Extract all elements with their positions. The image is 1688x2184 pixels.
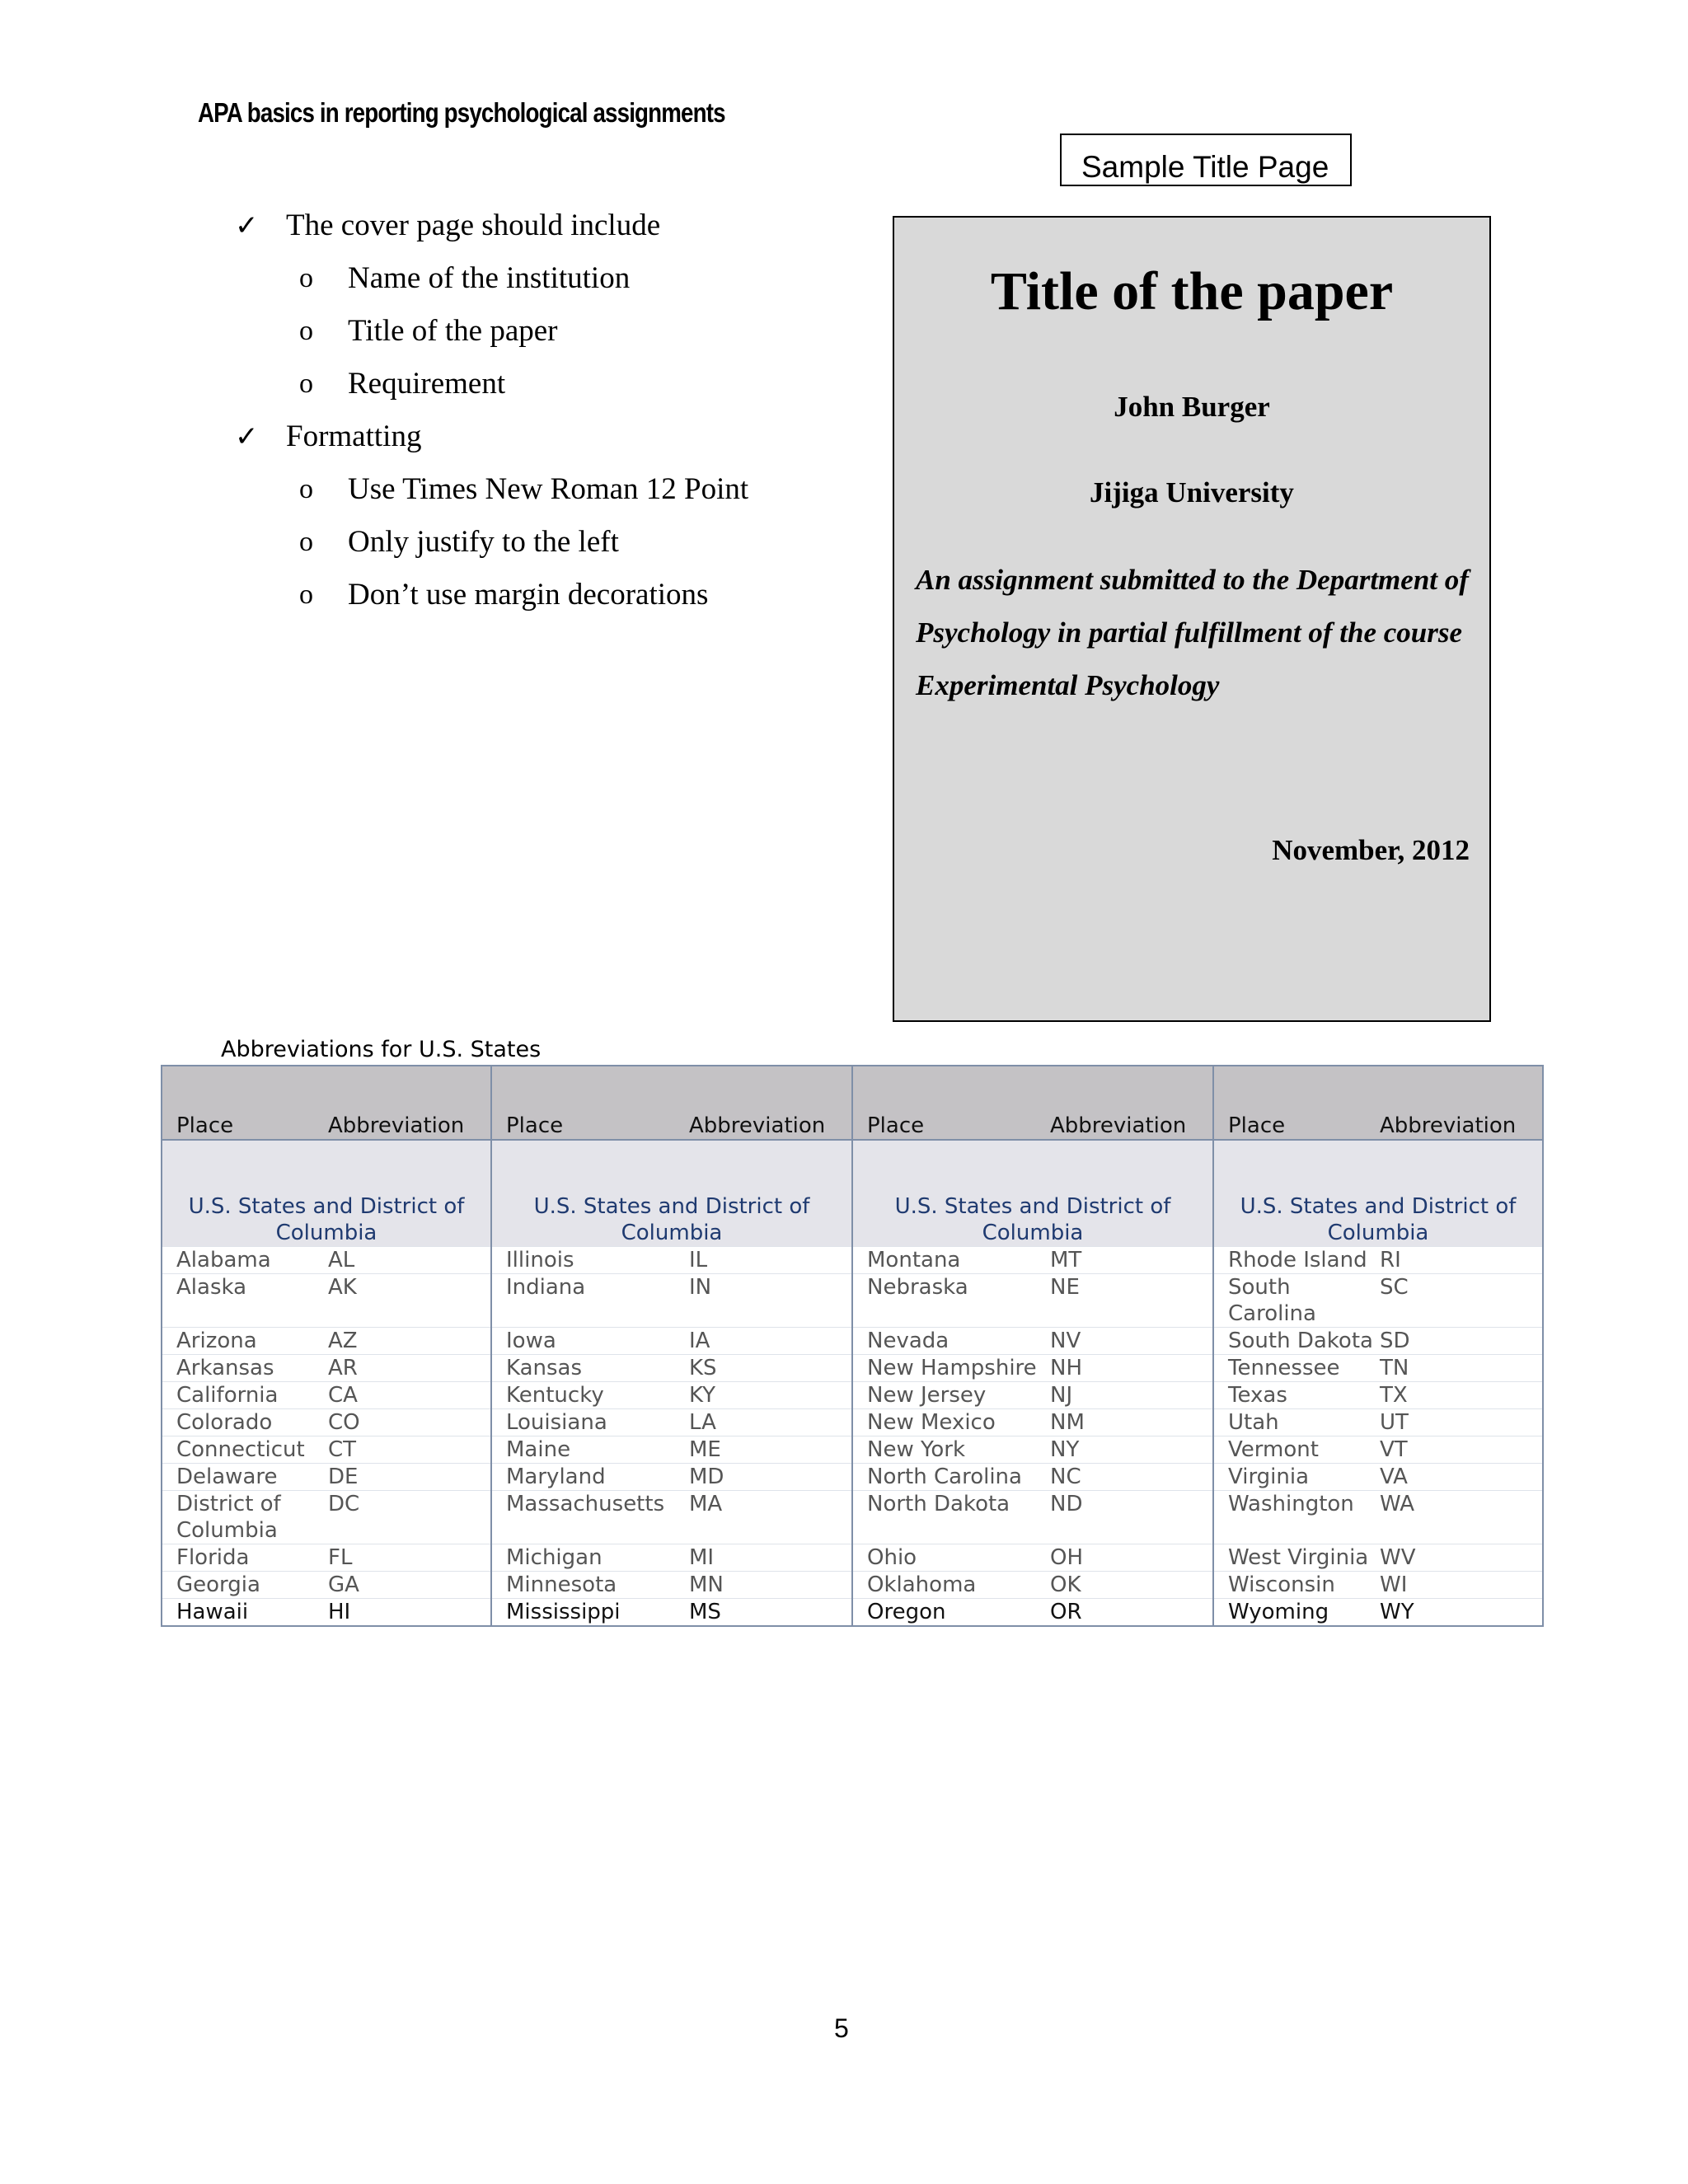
table-row [162, 1409, 1543, 1436]
section-subheader: U.S. States and District of Columbia [852, 1140, 1213, 1247]
state-name: Louisiana [491, 1409, 682, 1436]
checklist-item-label: The cover page should include [286, 209, 661, 242]
state-abbreviation: NM [1043, 1409, 1213, 1436]
checkmark-icon: ✓ [235, 420, 259, 453]
state-abbreviation: AL [321, 1247, 491, 1274]
state-abbreviation: KS [682, 1355, 852, 1382]
state-abbreviation: IL [682, 1247, 852, 1274]
state-name: Washington [1213, 1491, 1373, 1544]
state-name: Rhode Island [1213, 1247, 1373, 1274]
state-abbreviation: WV [1373, 1544, 1543, 1572]
checklist-subitem-label: Requirement [348, 367, 506, 401]
state-name: Oklahoma [852, 1572, 1043, 1599]
state-abbreviation: OH [1043, 1544, 1213, 1572]
state-abbreviation: NC [1043, 1464, 1213, 1491]
state-name: Oregon [852, 1599, 1043, 1627]
state-name: Nebraska [852, 1274, 1043, 1328]
state-name: New York [852, 1436, 1043, 1464]
column-header-place: Place [162, 1066, 321, 1140]
table-row [162, 1355, 1543, 1382]
state-abbreviation: DC [321, 1491, 491, 1544]
state-name: New Jersey [852, 1382, 1043, 1409]
column-header-place: Place [1213, 1066, 1373, 1140]
state-name: Florida [162, 1544, 321, 1572]
state-name: Maryland [491, 1464, 682, 1491]
state-name: Hawaii [162, 1599, 321, 1627]
state-abbreviation: TN [1373, 1355, 1543, 1382]
state-abbreviation: MS [682, 1599, 852, 1627]
state-abbreviation: NJ [1043, 1382, 1213, 1409]
state-name: Kentucky [491, 1382, 682, 1409]
state-name: Iowa [491, 1328, 682, 1355]
state-abbreviations-table [161, 1065, 1544, 1627]
table-header-row [162, 1066, 1543, 1140]
column-header-abbreviation: Abbreviation [682, 1066, 852, 1140]
state-abbreviation: OR [1043, 1599, 1213, 1627]
state-abbreviation: AZ [321, 1328, 491, 1355]
table-subheader-row [162, 1140, 1543, 1247]
table-row [162, 1247, 1543, 1274]
checklist-subitem-label: Name of the institution [348, 261, 631, 295]
state-name: Tennessee [1213, 1355, 1373, 1382]
submission-date: November, 2012 [1272, 834, 1470, 866]
state-abbreviation: NH [1043, 1355, 1213, 1382]
section-subheader: U.S. States and District of Columbia [1213, 1140, 1543, 1247]
state-abbreviation: NY [1043, 1436, 1213, 1464]
state-abbreviation: NV [1043, 1328, 1213, 1355]
state-abbreviation: AK [321, 1274, 491, 1328]
state-abbreviation: NE [1043, 1274, 1213, 1328]
state-name: Arkansas [162, 1355, 321, 1382]
page-heading: APA basics in reporting psychological assignments [198, 97, 725, 128]
state-abbreviation: OK [1043, 1572, 1213, 1599]
state-name: Delaware [162, 1464, 321, 1491]
state-name: Illinois [491, 1247, 682, 1274]
table-row [162, 1544, 1543, 1572]
state-abbreviation: ME [682, 1436, 852, 1464]
state-name: West Virginia [1213, 1544, 1373, 1572]
author-name: John Burger [1114, 391, 1270, 423]
state-abbreviation: ND [1043, 1491, 1213, 1544]
state-abbreviation: WY [1373, 1599, 1543, 1627]
checklist-item-label: Formatting [286, 419, 422, 453]
state-abbreviation: VA [1373, 1464, 1543, 1491]
state-name: North Carolina [852, 1464, 1043, 1491]
state-name: Utah [1213, 1409, 1373, 1436]
state-abbreviation: AR [321, 1355, 491, 1382]
bullet-icon: o [299, 368, 313, 399]
state-abbreviation: LA [682, 1409, 852, 1436]
table-row [162, 1328, 1543, 1355]
state-name: South Carolina [1213, 1274, 1373, 1328]
state-abbreviation: WI [1373, 1572, 1543, 1599]
state-abbreviation: TX [1373, 1382, 1543, 1409]
state-abbreviation: MT [1043, 1247, 1213, 1274]
state-name: Wyoming [1213, 1599, 1373, 1627]
state-name: Alaska [162, 1274, 321, 1328]
column-header-place: Place [491, 1066, 682, 1140]
state-abbreviation: DE [321, 1464, 491, 1491]
state-name: Alabama [162, 1247, 321, 1274]
page-number: 5 [834, 2013, 849, 2043]
state-name: Georgia [162, 1572, 321, 1599]
section-subheader: U.S. States and District of Columbia [491, 1140, 852, 1247]
table-row [162, 1572, 1543, 1599]
state-abbreviation: MN [682, 1572, 852, 1599]
state-name: District of Columbia [162, 1491, 321, 1544]
requirement-statement: An assignment submitted to the Department of Psychology in partial fulfillment of the course Experimental Psychology [916, 564, 1469, 701]
state-abbreviation: IA [682, 1328, 852, 1355]
state-abbreviation: VT [1373, 1436, 1543, 1464]
state-name: Michigan [491, 1544, 682, 1572]
state-name: Colorado [162, 1409, 321, 1436]
table-row [162, 1436, 1543, 1464]
column-header-abbreviation: Abbreviation [321, 1066, 491, 1140]
table-row [162, 1599, 1543, 1627]
table-row [162, 1491, 1543, 1544]
bullet-icon: o [299, 263, 313, 293]
section-subheader: U.S. States and District of Columbia [162, 1140, 491, 1247]
state-name: New Hampshire [852, 1355, 1043, 1382]
bullet-icon: o [299, 579, 313, 610]
column-header-abbreviation: Abbreviation [1043, 1066, 1213, 1140]
table-row [162, 1464, 1543, 1491]
sample-title-page [893, 216, 1491, 1022]
state-name: Kansas [491, 1355, 682, 1382]
state-abbreviation: MA [682, 1491, 852, 1544]
state-abbreviation: MI [682, 1544, 852, 1572]
table-body [162, 1247, 1543, 1627]
bullet-icon: o [299, 474, 313, 504]
table-row [162, 1274, 1543, 1328]
state-abbreviation: SC [1373, 1274, 1543, 1328]
column-header-abbreviation: Abbreviation [1373, 1066, 1543, 1140]
state-abbreviation: MD [682, 1464, 852, 1491]
state-name: Nevada [852, 1328, 1043, 1355]
table-row [162, 1382, 1543, 1409]
state-abbreviation: UT [1373, 1409, 1543, 1436]
state-name: Texas [1213, 1382, 1373, 1409]
column-header-place: Place [852, 1066, 1043, 1140]
checklist-subitem-label: Don’t use margin decorations [348, 578, 709, 612]
state-abbreviation: FL [321, 1544, 491, 1572]
state-name: Wisconsin [1213, 1572, 1373, 1599]
state-name: Connecticut [162, 1436, 321, 1464]
state-abbreviation: CA [321, 1382, 491, 1409]
abbreviations-caption: Abbreviations for U.S. States [221, 1037, 542, 1062]
state-name: Minnesota [491, 1572, 682, 1599]
state-name: Indiana [491, 1274, 682, 1328]
bullet-icon: o [299, 316, 313, 346]
checklist-subitem-label: Title of the paper [348, 314, 558, 348]
state-abbreviation: KY [682, 1382, 852, 1409]
state-abbreviation: HI [321, 1599, 491, 1627]
state-name: Virginia [1213, 1464, 1373, 1491]
state-abbreviation: SD [1373, 1328, 1543, 1355]
state-name: Mississippi [491, 1599, 682, 1627]
state-name: Montana [852, 1247, 1043, 1274]
state-name: Massachusetts [491, 1491, 682, 1544]
paper-title: Title of the paper [990, 261, 1394, 321]
state-name: Maine [491, 1436, 682, 1464]
state-name: Ohio [852, 1544, 1043, 1572]
state-abbreviation: WA [1373, 1491, 1543, 1544]
state-name: North Dakota [852, 1491, 1043, 1544]
checklist-subitem-label: Use Times New Roman 12 Point [348, 472, 749, 506]
state-abbreviation: RI [1373, 1247, 1543, 1274]
sample-title-page-label: Sample Title Page [1060, 134, 1352, 186]
state-abbreviation: GA [321, 1572, 491, 1599]
checkmark-icon: ✓ [235, 209, 259, 242]
state-name: South Dakota [1213, 1328, 1373, 1355]
institution-name: Jijiga University [1090, 476, 1294, 509]
bullet-icon: o [299, 527, 313, 557]
state-abbreviation: CT [321, 1436, 491, 1464]
checklist-subitem-label: Only justify to the left [348, 525, 619, 559]
state-name: New Mexico [852, 1409, 1043, 1436]
state-name: California [162, 1382, 321, 1409]
state-abbreviation: IN [682, 1274, 852, 1328]
state-name: Vermont [1213, 1436, 1373, 1464]
state-name: Arizona [162, 1328, 321, 1355]
state-abbreviation: CO [321, 1409, 491, 1436]
